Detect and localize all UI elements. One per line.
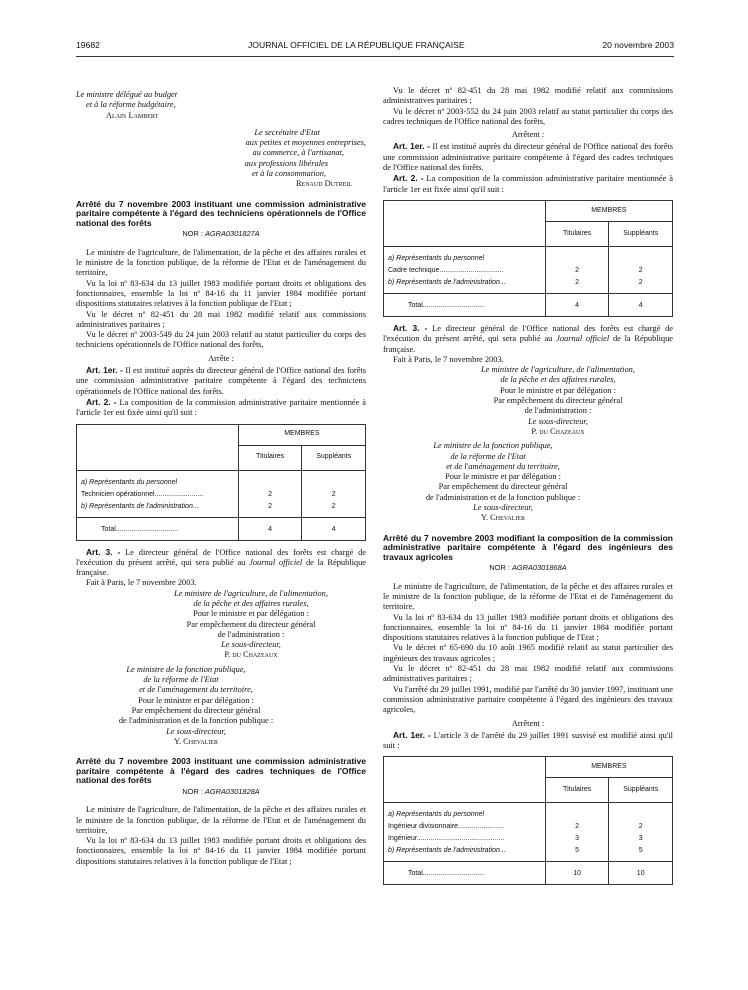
left-column [76,88,366,867]
article-2: Art. 2. - La composition de la commission administrative paritaire mentionnée à l'article 1er est fixée ainsi qu'il suit : [76,396,366,418]
intro-signatures [76,90,366,190]
article-cadres-continued [383,86,673,524]
article-2: Art. 2. - La composition de la commission administrative paritaire mentionnée à l'article 1er est fixée ainsi qu'il suit : [383,173,673,194]
article-title: Arrêté du 7 novembre 2003 instituant une commission administrative paritaire compétente à l'égard des cadres techniques de l'Office national des forêts [76,756,366,786]
article-1: Art. 1er. - L'article 3 de l'arrêté du 29 juillet 1991 susvisé est modifié ainsi qu'il suit : [383,729,673,751]
article-3: Art. 3. - Le directeur général de l'Office national des forêts est chargé de l'exécution du présent arrêté, qui sera publié au Journal officiel de la République française. [383,322,674,354]
paragraph: Le ministre de l'agriculture, de l'alimentation, de la pêche et des affaires rurales et le ministre de la fonction publique, de la réforme de l'Etat et de l'aménagement du territoire, [76,805,366,835]
header-date: 20 novembre 2003 [602,40,674,50]
paragraph: Le ministre de l'agriculture, de l'alimentation, de la pêche et des affaires rurales et le ministre de la fonction publique, de la réforme de l'Etat et de l'aménagement du territoire, [76,247,366,278]
paragraph: Vu le décret nº 65-690 du 10 août 1965 modifié relatif au statut particulier des ingénieurs des travaux agricoles ; [383,643,673,663]
paragraph: Vu le décret nº 82-451 du 28 mai 1982 modifié relatif aux commissions administratives paritaires ; [76,309,366,329]
secretary-line-5: et à la consommation, [252,169,326,179]
article-1: Art. 1er. - Il est institué auprès du directeur général de l'Office national des forêts une commission administrative paritaire compétente à l'égard des techniciens opérationnels de l'Office national des forêts. [76,365,367,396]
fait-line: Fait à Paris, le 7 novembre 2003. [393,354,504,364]
header-divider [76,56,674,57]
secretary-signatory: Renaud Dutreil [295,179,352,189]
secretary-line-3: au commerce, à l'artisanat, [252,148,344,158]
paragraph: Vu le décret nº 2003-552 du 24 juin 2003 relatif au statut particulier du corps des cadres techniques de l'Office national des forêts, [383,106,673,126]
right-column [383,86,673,891]
composition-table: MEMBRES Titulaires Suppléants a) Représentants du personnel Ingénieur divisionnaire........................ Ingénieur............................................. b) Représentants de l'administration... 2 3 5 2 3 5 Total................................ 10 10 [383,756,673,885]
paragraph: Vu la loi nº 83-634 du 13 juillet 1983 modifiée portant droits et obligations des fonctionnaires, ensemble la loi nº 84-16 du 11 janvier 1984 modifiée portant dispositions statutaires relatives à la fonction publique de l'Etat ; [76,278,366,309]
paragraph: Vu l'arrêté du 29 juillet 1991, modifié par l'arrêté du 30 janvier 1997, instituant une commission administrative paritaire compétente à l'égard des ingénieurs des travaux agricoles, [383,684,673,715]
nor-reference: NOR : AGRA0301868A [489,563,567,573]
article-cadres-techniques [76,757,366,867]
signature-block-2: Le ministre de la fonction publique, de la réforme de l'Etat et de l'aménagement du territoire, Pour le ministre et par délégation : Par empêchement du directeur général de l'administration et de la fonction publique : Le sous-directeur, Y. Chevalier [425,441,581,523]
arrete-heading: Arrêtent : [511,718,545,728]
col-suppleants: Suppléants [302,445,366,470]
secretary-line-4: aux professions libérales [244,158,328,168]
col-titulaires: Titulaires [238,445,302,470]
arrete-heading: Arrête : [208,353,234,363]
article-1: Art. 1er. - Il est institué auprès du directeur général de l'Office national des forêts une commission administrative paritaire compétente à l'égard des cadres techniques de l'Office national des forêts. [383,141,674,173]
journal-title: JOURNAL OFFICIEL DE LA RÉPUBLIQUE FRANÇAISE [248,40,465,50]
table-row: a) Représentants du personnel Ingénieur divisionnaire........................ Ingénieur............................................. b) Représentants de l'administration... 2 3 5 2 3 5 [384,803,673,862]
signature-block-1: Le ministre de l'agriculture, de l'alimentation, de la pêche et des affaires rurales, Pour le ministre et par délégation : Par empêchement du directeur général de l'administration : Le sous-directeur, P. du Chazeaux [481,365,635,436]
nor-reference: NOR : AGRA0301827A [182,229,260,239]
table-row: a) Représentants du personnel Technicien opérationnel......................... b) Représentants de l'administration... 2 2 2 2 [77,470,366,517]
composition-table [76,424,366,541]
signature-block-1: Le ministre de l'agriculture, de l'alimentation, de la pêche et des affaires rurales, Pour le ministre et par délégation : Par empêchement du directeur général de l'administration : Le sous-directeur, P. du Chazeaux [174,588,328,660]
composition-table: MEMBRES Titulaires Suppléants a) Représentants du personnel Cadre technique................................. b) Représentants de l'administration... 2 2 2 2 Total................................ 4 4 [383,200,673,317]
secretary-line-2: aux petites et moyennes entreprises, [245,138,366,148]
page-number: 19682 [76,40,100,50]
article-3: Art. 3. - Le directeur général de l'Office national des forêts est chargé de l'exécution du présent arrêté, qui sera publié au Journal officiel de la République française. [76,546,367,578]
nor-reference: NOR : AGRA0301828A [182,786,260,796]
secretary-line-1: Le secrétaire d'Etat [254,127,320,137]
table-header: MEMBRES [238,424,365,445]
arrete-heading: Arrêtent : [511,130,545,140]
paragraph: Vu la loi nº 83-634 du 13 juillet 1983 modifiée portant droits et obligations des fonctionnaires, ensemble la loi nº 84-16 du 11 janvier 1984 modifiée portant dispositions statutaires relatives à la fonction publique de l'Etat ; [76,836,366,866]
article-title: Arrêté du 7 novembre 2003 modifiant la composition de la commission administrative paritaire compétente à l'égard des ingénieurs des travaux agricoles [383,532,673,562]
budget-line-2: et à la réforme budgétaire, [86,100,176,110]
article-techniciens [76,200,366,747]
paragraph: Vu la loi nº 83-634 du 13 juillet 1983 modifiée portant droits et obligations des fonctionnaires, ensemble la loi nº 84-16 du 11 janvier 1984 modifiée portant dispositions statutaires relatives à la fonction publique de l'Etat ; [383,612,673,643]
table-total-row: Total................................ 4 4 [77,517,366,540]
article-ingenieurs [383,534,673,886]
paragraph: Le ministre de l'agriculture, de l'alimentation, de la pêche et des affaires rurales et le ministre de la fonction publique, de la réforme de l'Etat et de l'aménagement du territoire, [383,581,673,612]
page-header [76,40,674,52]
article-title: Arrêté du 7 novembre 2003 instituant une commission administrative paritaire compétente à l'égard des techniciens opérationnels de l'Office national des forêts [76,198,366,228]
table-row: a) Représentants du personnel Cadre technique................................. b) Représentants de l'administration... 2 2 2 2 [384,246,673,293]
signature-block-2: Le ministre de la fonction publique, de la réforme de l'Etat et de l'aménagement du territoire, Pour le ministre et par délégation : Par empêchement du directeur général de l'administration et de la fonction publique : Le sous-directeur, Y. Chevalier [118,664,274,746]
paragraph: Vu le décret nº 2003-549 du 24 juin 2003 relatif au statut particulier du corps des techniciens opérationnels de l'Office national des forêts, [76,330,366,350]
paragraph: Vu le décret nº 82-451 du 28 mai 1982 modifié relatif aux commissions administratives paritaires ; [383,664,673,684]
budget-signatory: Alain Lambert [106,110,159,120]
fait-line: Fait à Paris, le 7 novembre 2003. [86,578,197,588]
table-total-row: Total................................ 4 4 [384,293,673,316]
table-total-row: Total................................ 10 10 [384,862,673,885]
paragraph: Vu le décret nº 82-451 du 28 mai 1982 modifié relatif aux commissions administratives paritaires ; [383,86,673,106]
budget-line-1: Le ministre délégué au budget [76,90,178,99]
